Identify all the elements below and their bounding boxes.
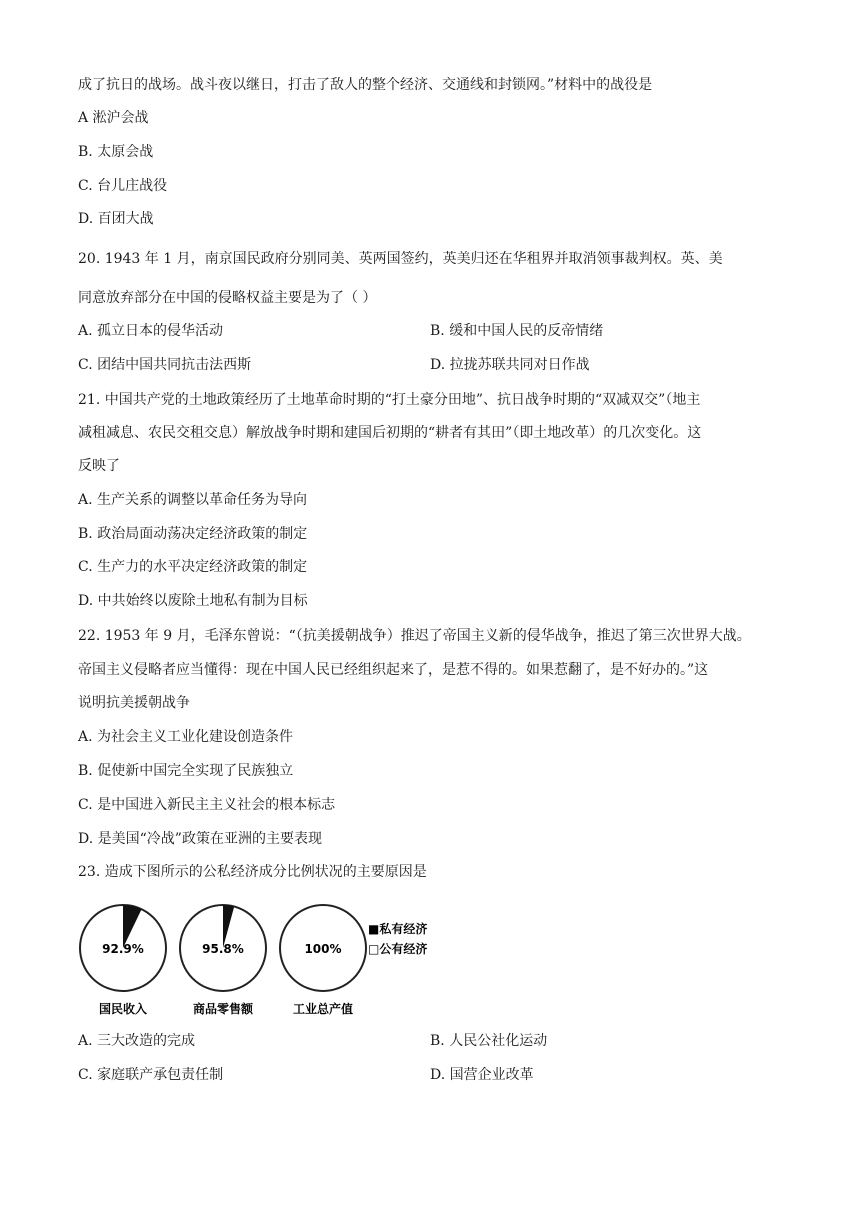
q20-stem-line2: 同意放弃部分在中国的侵略权益主要是为了（ ） xyxy=(78,290,377,306)
q23-option-c[interactable]: C. 家庭联产承包责任制 xyxy=(78,1067,224,1083)
legend-public: □公有经济 xyxy=(368,942,428,956)
q19-option-b[interactable]: B. 太原会战 xyxy=(78,144,154,160)
q22-option-c[interactable]: C. 是中国进入新民主主义社会的根本标志 xyxy=(78,797,336,813)
q23-stem: 23. 造成下图所示的公私经济成分比例状况的主要原因是 xyxy=(78,864,427,880)
q22-stem-line1: 22. 1953 年 9 月，毛泽东曾说：“（抗美援朝战争）推迟了帝国主义新的侵华战争，推迟了第三次世界大战。 xyxy=(78,628,751,644)
q23-option-d[interactable]: D. 国营企业改革 xyxy=(430,1067,534,1083)
q20-option-a[interactable]: A. 孤立日本的侵华活动 xyxy=(78,323,224,339)
pie-category-label: 国民收入 xyxy=(98,1002,148,1016)
legend-private: ■私有经济 xyxy=(368,922,428,936)
q21-option-c[interactable]: C. 生产力的水平决定经济政策的制定 xyxy=(78,559,308,575)
q20-option-c[interactable]: C. 团结中国共同抗击法西斯 xyxy=(78,357,252,373)
q19-stem: 成了抗日的战场。战斗夜以继日，打击了敌人的整个经济、交通线和封锁网。”材料中的战役是 xyxy=(78,77,653,93)
q22-stem-line3: 说明抗美援朝战争 xyxy=(78,695,190,711)
q23-option-a[interactable]: A. 三大改造的完成 xyxy=(78,1033,196,1049)
q20-option-d[interactable]: D. 拉拢苏联共同对日作战 xyxy=(430,357,590,373)
q21-option-a[interactable]: A. 生产关系的调整以革命任务为导向 xyxy=(78,492,308,508)
q21-option-b[interactable]: B. 政治局面动荡决定经济政策的制定 xyxy=(78,526,308,542)
pie-chart-figure xyxy=(78,893,458,1018)
pie-value-label: 95.8% xyxy=(202,942,244,956)
pie-value-label: 100% xyxy=(304,942,342,956)
q19-option-c[interactable]: C. 台儿庄战役 xyxy=(78,178,168,194)
pie-category-label: 商品零售额 xyxy=(192,1002,254,1016)
q21-stem-line1: 21. 中国共产党的土地政策经历了土地革命时期的“打土豪分田地”、抗日战争时期的“双减双交”（地主 xyxy=(78,392,701,408)
q23-option-b[interactable]: B. 人民公社化运动 xyxy=(430,1033,548,1049)
q22-stem-line2: 帝国主义侵略者应当懂得：现在中国人民已经组织起来了，是惹不得的。如果惹翻了，是不好办的。”这 xyxy=(78,662,709,678)
q20-option-b[interactable]: B. 缓和中国人民的反帝情绪 xyxy=(430,323,604,339)
q21-stem-line2: 减租减息、农民交租交息）解放战争时期和建国后初期的“耕者有其田”（即土地改革）的几次变化。这 xyxy=(78,425,702,441)
q20-stem-line1: 20. 1943 年 1 月，南京国民政府分别同美、英两国签约，英美归还在华租界并取消领事裁判权。英、美 xyxy=(78,251,723,267)
q22-option-a[interactable]: A. 为社会主义工业化建设创造条件 xyxy=(78,729,294,745)
q19-option-d[interactable]: D. 百团大战 xyxy=(78,211,154,227)
pie-value-label: 92.9% xyxy=(102,942,144,956)
q21-option-d[interactable]: D. 中共始终以废除土地私有制为目标 xyxy=(78,593,308,609)
q22-option-b[interactable]: B. 促使新中国完全实现了民族独立 xyxy=(78,763,294,779)
chart-legend xyxy=(368,921,427,956)
pie-category-label: 工业总产值 xyxy=(292,1002,354,1016)
q19-option-a[interactable]: A 淞沪会战 xyxy=(78,110,149,126)
q22-option-d[interactable]: D. 是美国“冷战”政策在亚洲的主要表现 xyxy=(78,831,322,847)
q21-stem-line3: 反映了 xyxy=(78,458,120,474)
